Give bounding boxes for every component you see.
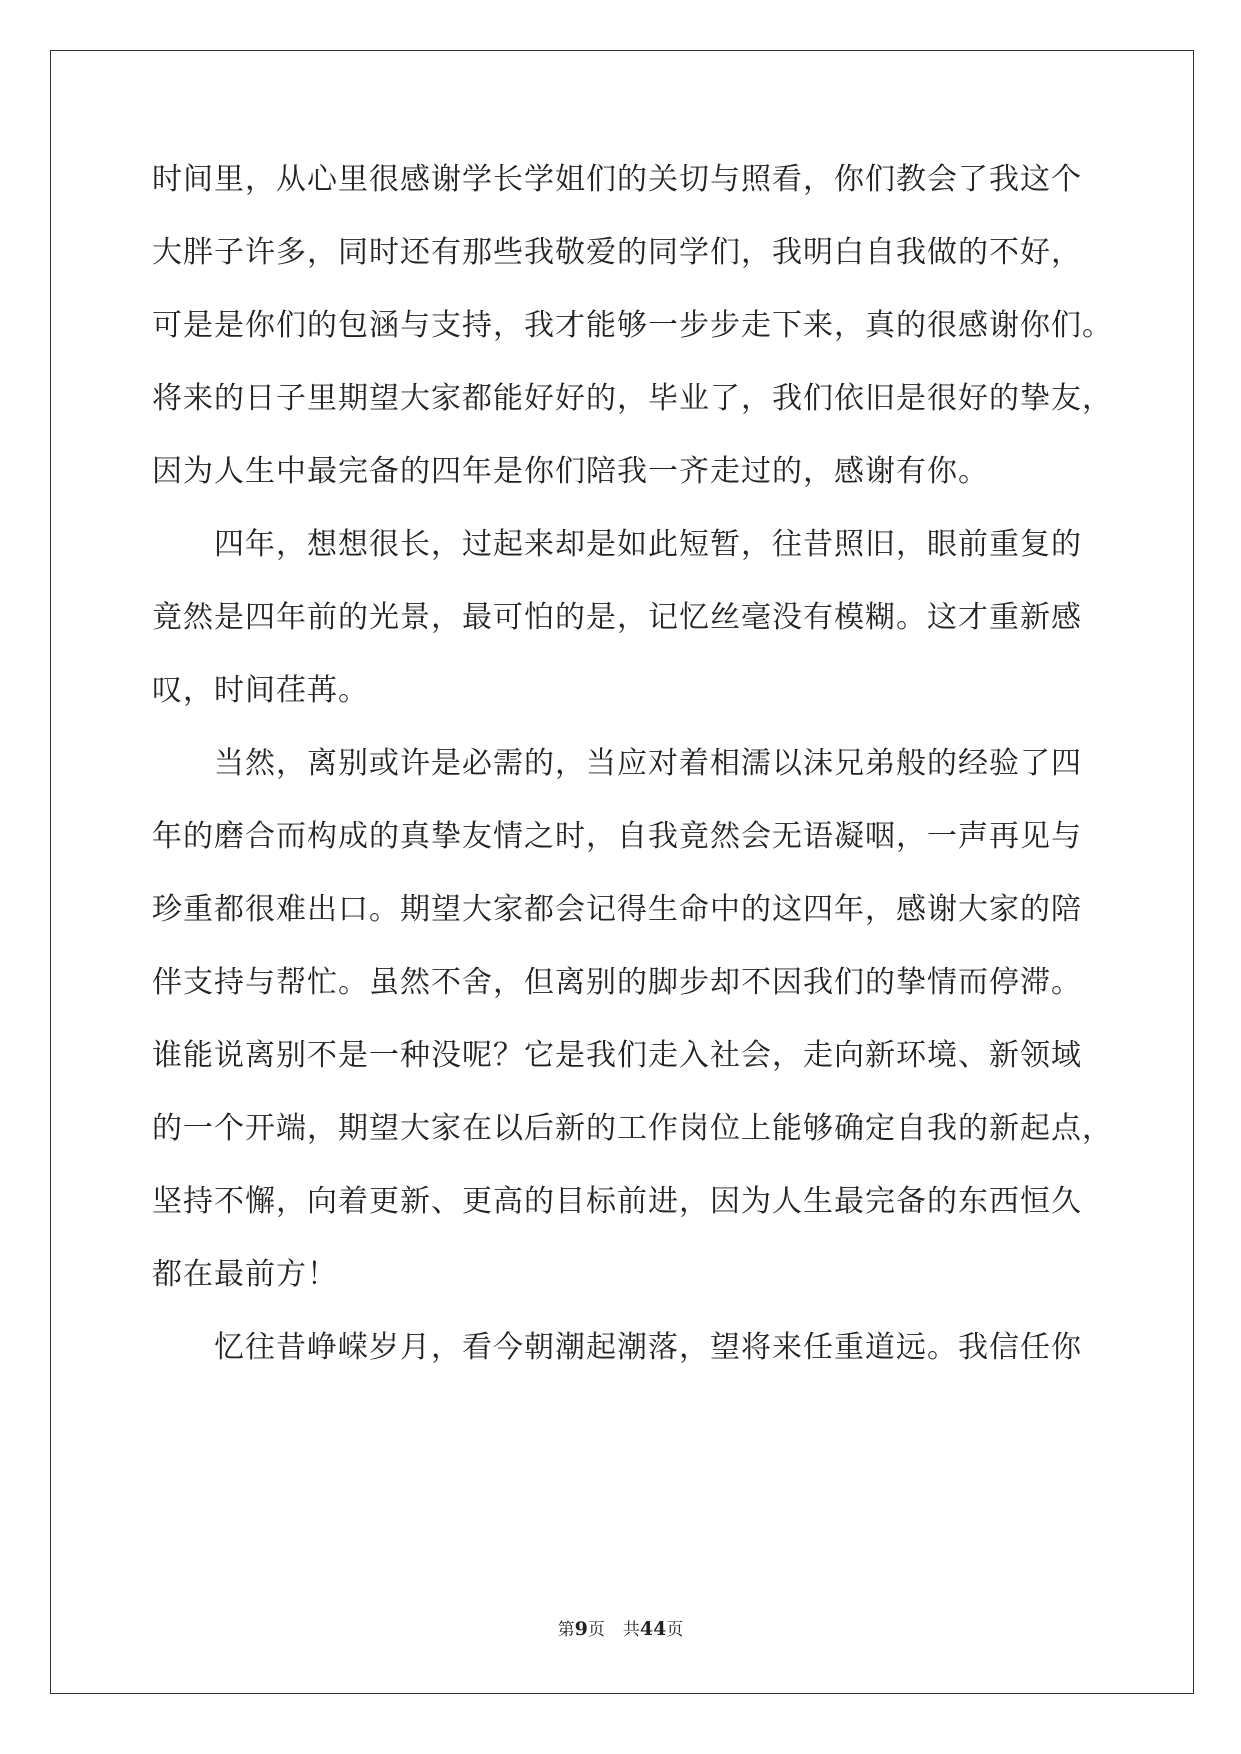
text-line: 叹，时间荏苒。 [152, 673, 369, 708]
page-prefix: 第 [557, 1620, 575, 1640]
text-line: 的一个开端，期望大家在以后新的工作岗位上能够确定自我的新起点， [152, 1111, 1113, 1146]
text-line: 可是是你们的包涵与支持，我才能够一步步走下来，真的很感谢你们。 [152, 308, 1113, 343]
page-number: 9 [574, 1618, 588, 1640]
text-line: 坚持不懈，向着更新、更高的目标前进，因为人生最完备的东西恒久 [152, 1184, 1082, 1219]
text-line: 时间里，从心里很感谢学长学姐们的关切与照看，你们教会了我这个 [152, 162, 1082, 197]
text-line: 大胖子许多，同时还有那些我敬爱的同学们，我明白自我做的不好， [152, 235, 1082, 270]
total-pages: 44 [639, 1618, 667, 1640]
total-suffix: 页 [666, 1620, 684, 1640]
paragraph-first-line: 忆往昔峥嵘岁月，看今朝潮起潮落，望将来任重道远。我信任你 [214, 1330, 1082, 1365]
page-suffix: 页 [587, 1620, 605, 1640]
text-line: 因为人生中最完备的四年是你们陪我一齐走过的，感谢有你。 [152, 454, 989, 489]
text-line: 都在最前方！ [152, 1257, 338, 1292]
total-prefix: 共 [622, 1620, 640, 1640]
page-footer [0, 1618, 1241, 1641]
text-line: 伴支持与帮忙。虽然不舍，但离别的脚步却不因我们的挚情而停滞。 [152, 965, 1082, 1000]
text-line: 谁能说离别不是一种没呢？它是我们走入社会，走向新环境、新领域 [152, 1038, 1082, 1073]
paragraph-first-line: 当然，离别或许是必需的，当应对着相濡以沫兄弟般的经验了四 [214, 746, 1082, 781]
paragraph-first-line: 四年，想想很长，过起来却是如此短暂，往昔照旧，眼前重复的 [214, 527, 1082, 562]
text-line: 竟然是四年前的光景，最可怕的是，记忆丝毫没有模糊。这才重新感 [152, 600, 1082, 635]
text-line: 将来的日子里期望大家都能好好的，毕业了，我们依旧是很好的挚友， [152, 381, 1113, 416]
text-line: 珍重都很难出口。期望大家都会记得生命中的这四年，感谢大家的陪 [152, 892, 1082, 927]
text-line: 年的磨合而构成的真挚友情之时，自我竟然会无语凝咽，一声再见与 [152, 819, 1082, 854]
page-border [50, 50, 1194, 1694]
